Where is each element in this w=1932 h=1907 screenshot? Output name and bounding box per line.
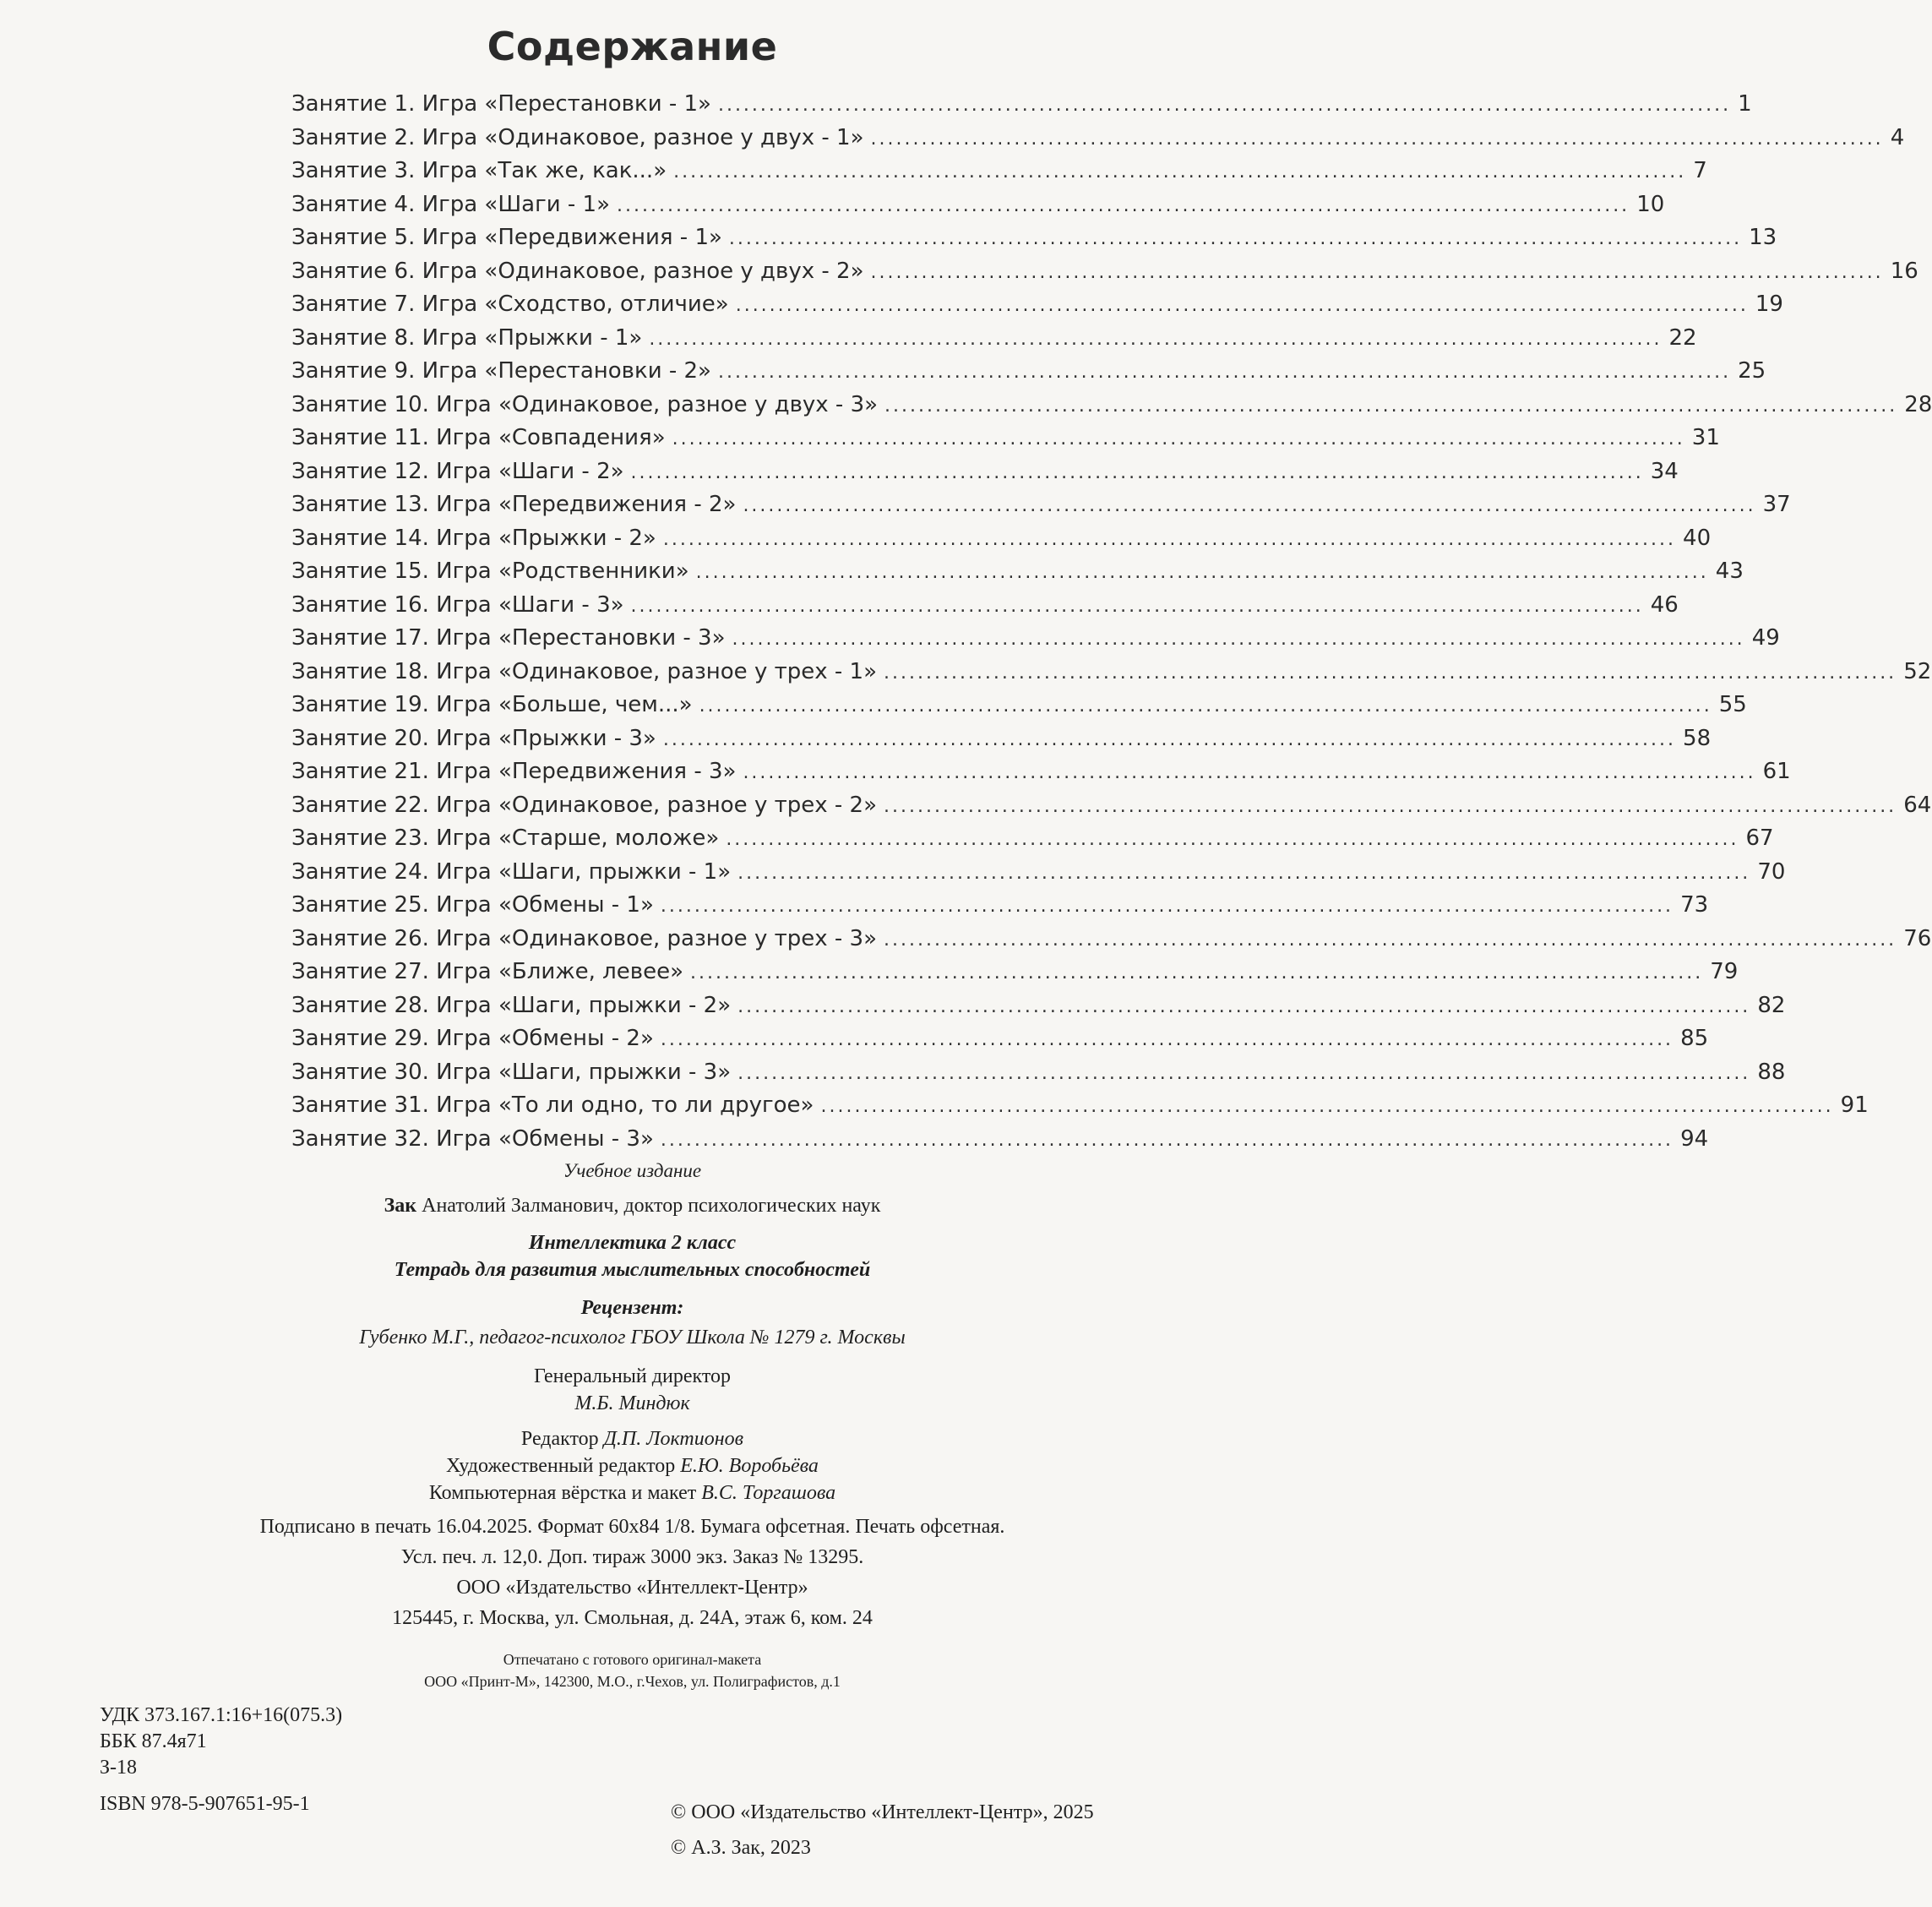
gd-name: М.Б. Миндюк (574, 1392, 690, 1414)
publisher-address: 125445, г. Москва, ул. Смольная, д. 24А, этаж 6, ком. 24 (392, 1607, 873, 1629)
toc-entry-page: 70 (1757, 858, 1786, 885)
toc-entry (291, 925, 1932, 960)
toc-entry (291, 558, 1744, 592)
toc-entry-title: Занятие 30. Игра «Шаги, прыжки - 3» (291, 1059, 732, 1085)
toc-dot-leader: ........................................................................................................................ (695, 562, 1709, 583)
toc-entry-page: 19 (1755, 291, 1783, 317)
toc-entry-page: 4 (1890, 124, 1905, 150)
printer: ООО «Принт-М», 142300, М.О., г.Чехов, ул. Полиграфистов, д.1 (424, 1673, 841, 1690)
art-editor-role: Художественный редактор (446, 1455, 681, 1477)
toc-entry-page: 34 (1650, 458, 1679, 484)
toc-entry (291, 692, 1747, 726)
toc-entry-title: Занятие 23. Игра «Старше, моложе» (291, 825, 720, 851)
toc-dot-leader: ........................................................................................................................ (662, 728, 1677, 750)
toc-dot-leader: ........................................................................................................................ (884, 395, 1898, 417)
layout-line (0, 1482, 1265, 1505)
bbk-code: ББК 87.4я71 (100, 1730, 207, 1752)
layout-name: В.С. Торгашова (701, 1482, 836, 1504)
toc-entry-title: Занятие 4. Игра «Шаги - 1» (291, 191, 610, 217)
toc-entry (291, 1059, 1786, 1093)
toc-dot-leader: ........................................................................................................................ (870, 128, 1884, 150)
toc-entry (291, 492, 1791, 526)
toc-entry (291, 759, 1791, 793)
toc-entry-page: 79 (1710, 959, 1739, 984)
toc-entry (291, 725, 1712, 760)
toc-dot-leader: ........................................................................................................................ (673, 161, 1687, 183)
toc-entry (291, 1125, 1709, 1160)
book-title: Интеллектика 2 класс (528, 1232, 737, 1254)
toc-entry (291, 91, 1752, 125)
toc-entry-page: 28 (1904, 391, 1932, 417)
editor-name: Д.П. Локтионов (603, 1428, 744, 1450)
toc-entry (291, 625, 1780, 659)
toc-entry-title: Занятие 16. Игра «Шаги - 3» (291, 591, 624, 618)
toc-entry-title: Занятие 28. Игра «Шаги, прыжки - 2» (291, 992, 732, 1018)
toc-dot-leader: ........................................................................................................................ (737, 1062, 1751, 1084)
toc-dot-leader: ........................................................................................................................ (649, 328, 1663, 350)
copyright-publisher: © ООО «Издательство «Интеллект-Центр», 2025 (671, 1801, 1094, 1823)
udk-code: УДК 373.167.1:16+16(075.3) (100, 1704, 343, 1726)
toc-entry-title: Занятие 6. Игра «Одинаковое, разное у двух - 2» (291, 258, 864, 284)
author-details: Анатолий Залманович, доктор психологических наук (416, 1195, 881, 1217)
toc-entry (291, 992, 1786, 1027)
toc-entry (291, 191, 1665, 226)
toc-dot-leader: ........................................................................................................................ (699, 695, 1712, 716)
toc-entry (291, 825, 1774, 859)
toc-entry (291, 425, 1720, 459)
edition-type: Учебное издание (563, 1160, 702, 1181)
toc-dot-leader: ........................................................................................................................ (732, 629, 1745, 650)
gd-title: Генеральный директор (533, 1365, 731, 1387)
toc-entry-title: Занятие 7. Игра «Сходство, отличие» (291, 291, 729, 317)
toc-entry (291, 858, 1786, 893)
toc-entry (291, 658, 1932, 693)
toc-entry (291, 291, 1783, 325)
toc-entry-page: 1 (1738, 91, 1752, 117)
art-editor-name: Е.Ю. Воробьёва (680, 1455, 819, 1477)
toc-entry-page: 67 (1745, 825, 1774, 851)
toc-entry-page: 64 (1903, 792, 1932, 818)
toc-dot-leader: ........................................................................................................................ (662, 528, 1677, 550)
toc-title: Содержание (487, 24, 778, 69)
toc-dot-leader: ........................................................................................................................ (884, 795, 1897, 817)
toc-entry-title: Занятие 26. Игра «Одинаковое, разное у трех - 3» (291, 925, 877, 951)
toc-dot-leader: ........................................................................................................................ (660, 1129, 1674, 1151)
publisher-name: ООО «Издательство «Интеллект-Центр» (456, 1577, 808, 1599)
toc-entry-title: Занятие 14. Игра «Прыжки - 2» (291, 525, 656, 551)
book-subtitle: Тетрадь для развития мыслительных способностей (394, 1259, 871, 1281)
layout-role: Компьютерная вёрстка и макет (428, 1482, 702, 1504)
toc-entry-page: 82 (1757, 992, 1786, 1018)
toc-entry-title: Занятие 8. Игра «Прыжки - 1» (291, 324, 643, 351)
toc-dot-leader: ........................................................................................................................ (630, 595, 1644, 617)
toc-entry (291, 158, 1707, 192)
toc-entry-title: Занятие 17. Игра «Перестановки - 3» (291, 625, 726, 651)
toc-dot-leader: ........................................................................................................................ (728, 228, 1743, 249)
toc-entry-title: Занятие 19. Игра «Больше, чем...» (291, 692, 693, 717)
reviewer: Губенко М.Г., педагог-психолог ГБОУ Школа № 1279 г. Москвы (359, 1327, 906, 1349)
toc-entry-title: Занятие 25. Игра «Обмены - 1» (291, 892, 654, 918)
toc-entry-page: 49 (1751, 625, 1780, 651)
author-surname: Зак (384, 1195, 417, 1217)
toc-dot-leader: ........................................................................................................................ (735, 295, 1749, 316)
toc-entry-page: 61 (1762, 759, 1791, 784)
toc-entry-page: 40 (1683, 525, 1712, 551)
toc-entry-page: 22 (1668, 324, 1697, 351)
toc-entry (291, 1026, 1709, 1060)
toc-entry-page: 43 (1715, 558, 1744, 584)
toc-entry-page: 16 (1890, 258, 1918, 284)
toc-dot-leader: ........................................................................................................................ (726, 829, 1739, 850)
toc-entry-title: Занятие 22. Игра «Одинаковое, разное у трех - 2» (291, 792, 877, 818)
toc-dot-leader: ........................................................................................................................ (660, 1029, 1674, 1050)
toc-entry (291, 591, 1679, 626)
toc-entry-title: Занятие 20. Игра «Прыжки - 3» (291, 725, 656, 751)
toc-entry (291, 892, 1709, 926)
toc-entry (291, 124, 1905, 159)
toc-entry-page: 13 (1749, 225, 1777, 250)
toc-entry (291, 358, 1766, 392)
toc-entry (291, 959, 1739, 993)
toc-entry-title: Занятие 1. Игра «Перестановки - 1» (291, 91, 711, 117)
toc-entry (291, 258, 1918, 292)
toc-entry-page: 94 (1680, 1125, 1709, 1152)
toc-entry-title: Занятие 2. Игра «Одинаковое, разное у двух - 1» (291, 124, 864, 150)
toc-dot-leader: ........................................................................................................................ (820, 1096, 1834, 1117)
toc-entry-title: Занятие 10. Игра «Одинаковое, разное у двух - 3» (291, 391, 879, 417)
toc-entry (291, 458, 1679, 493)
toc-entry-title: Занятие 5. Игра «Передвижения - 1» (291, 225, 722, 250)
toc-entry-page: 46 (1650, 591, 1679, 618)
toc-entry-page: 37 (1762, 492, 1791, 517)
toc-entry-title: Занятие 12. Игра «Шаги - 2» (291, 458, 624, 484)
toc-dot-leader: ........................................................................................................................ (884, 662, 1897, 684)
toc-entry-page: 76 (1903, 925, 1932, 951)
toc-dot-leader: ........................................................................................................................ (743, 495, 1756, 516)
toc-entry-page: 91 (1840, 1092, 1869, 1118)
toc-dot-leader: ........................................................................................................................ (630, 461, 1644, 483)
isbn: ISBN 978-5-907651-95-1 (100, 1793, 310, 1815)
author-mark: З-18 (100, 1757, 138, 1779)
toc-entry-title: Занятие 15. Игра «Родственники» (291, 558, 689, 584)
toc-entry-title: Занятие 31. Игра «То ли одно, то ли другое» (291, 1092, 814, 1118)
toc-entry (291, 391, 1932, 426)
toc-entry-title: Занятие 9. Игра «Перестановки - 2» (291, 358, 711, 384)
art-editor-line (0, 1455, 1265, 1478)
toc-entry (291, 225, 1777, 259)
toc-dot-leader: ........................................................................................................................ (870, 261, 1884, 283)
toc-entry-title: Занятие 32. Игра «Обмены - 3» (291, 1125, 654, 1152)
toc-entry-title: Занятие 29. Игра «Обмены - 2» (291, 1026, 654, 1051)
toc-entry-page: 55 (1718, 692, 1747, 717)
toc-entry-page: 88 (1757, 1059, 1786, 1085)
toc-dot-leader: ........................................................................................................................ (884, 929, 1897, 951)
print-run: Усл. печ. л. 12,0. Доп. тираж 3000 экз. Заказ № 13295. (400, 1546, 864, 1568)
editor-line (0, 1428, 1265, 1451)
toc-entry (291, 324, 1697, 359)
toc-entry (291, 792, 1932, 826)
toc-entry-title: Занятие 13. Игра «Передвижения - 2» (291, 492, 737, 517)
toc-entry-page: 25 (1738, 358, 1766, 384)
toc-entry-title: Занятие 11. Игра «Совпадения» (291, 425, 666, 450)
toc-dot-leader: ........................................................................................................................ (660, 896, 1674, 917)
toc-entry-page: 73 (1680, 892, 1709, 918)
toc-dot-leader: ........................................................................................................................ (690, 962, 1704, 983)
toc-list (291, 91, 1932, 1159)
toc-entry-title: Занятие 27. Игра «Ближе, левее» (291, 959, 684, 984)
toc-entry-page: 31 (1691, 425, 1720, 450)
toc-dot-leader: ........................................................................................................................ (672, 428, 1685, 450)
toc-dot-leader: ........................................................................................................................ (737, 995, 1751, 1017)
editor-role: Редактор (520, 1428, 604, 1450)
toc-entry-page: 85 (1680, 1026, 1709, 1051)
toc-dot-leader: ........................................................................................................................ (617, 194, 1630, 216)
reviewer-heading: Рецензент: (580, 1297, 684, 1319)
toc-entry (291, 1092, 1869, 1126)
printed-from: Отпечатано с готового оригинал-макета (503, 1651, 762, 1668)
toc-entry-title: Занятие 18. Игра «Одинаковое, разное у трех - 1» (291, 658, 877, 684)
toc-dot-leader: ........................................................................................................................ (717, 95, 1732, 116)
toc-entry (291, 525, 1712, 559)
toc-dot-leader: ........................................................................................................................ (737, 862, 1751, 884)
toc-entry-page: 52 (1903, 658, 1932, 684)
toc-dot-leader: ........................................................................................................................ (717, 362, 1732, 383)
toc-entry-title: Занятие 3. Игра «Так же, как...» (291, 158, 667, 183)
toc-entry-title: Занятие 24. Игра «Шаги, прыжки - 1» (291, 858, 732, 885)
author-line (0, 1195, 1265, 1218)
toc-entry-title: Занятие 21. Игра «Передвижения - 3» (291, 759, 737, 784)
toc-entry-page: 7 (1693, 158, 1707, 183)
toc-dot-leader: ........................................................................................................................ (743, 762, 1756, 783)
print-info: Подписано в печать 16.04.2025. Формат 60x84 1/8. Бумага офсетная. Печать офсетная. (259, 1516, 1005, 1538)
toc-entry-page: 10 (1636, 191, 1665, 217)
copyright-author: © А.З. Зак, 2023 (671, 1837, 811, 1859)
toc-entry-page: 58 (1683, 725, 1712, 751)
